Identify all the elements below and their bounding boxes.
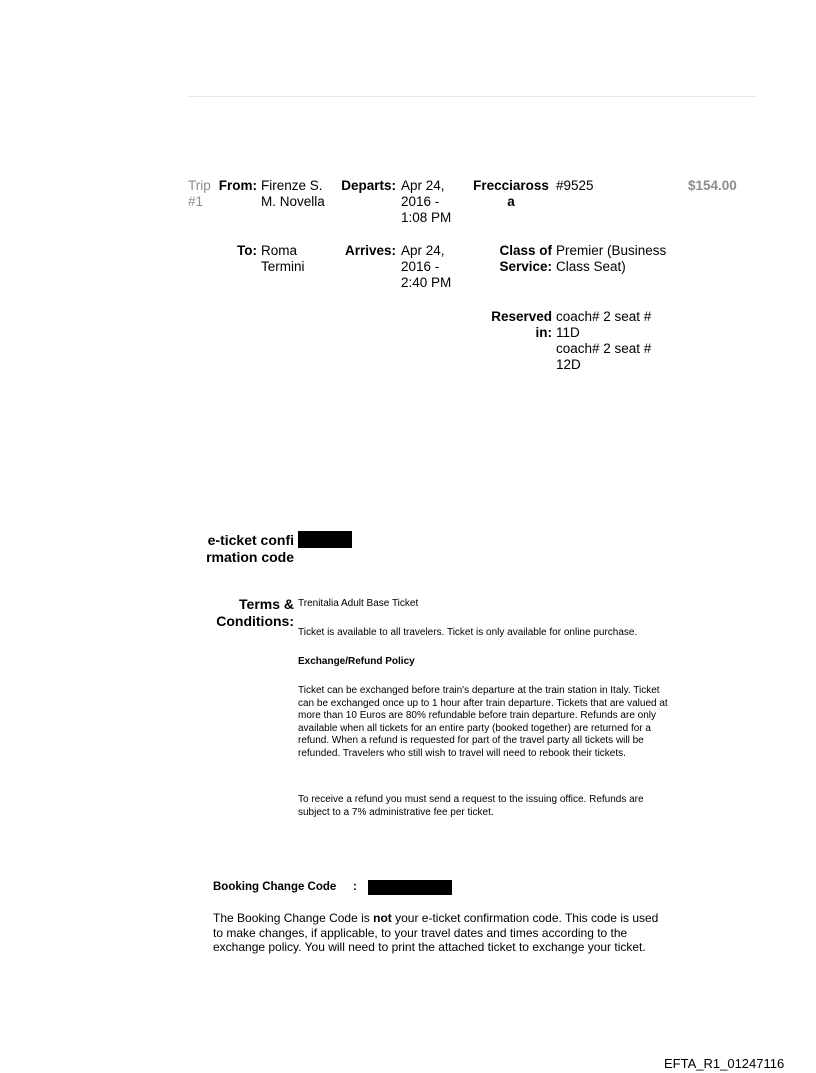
arrives-datetime: Apr 24, 2016 - 2:40 PM <box>401 243 452 290</box>
reserved-seat-1: coach# 2 seat # 11D <box>556 309 652 340</box>
trip-number: Trip #1 <box>188 178 211 209</box>
from-station: Firenze S. M. Novella <box>261 178 325 209</box>
booking-change-note: The Booking Change Code is not your e-ticket confirmation code. This code is used to make changes, if applicable, to your travel dates and times according to the exchange policy. You will need to print the attached ticket to exchange your ticket. <box>213 911 659 954</box>
ticket-availability: Ticket is available to all travelers. Ticket is only available for online purchase. <box>298 627 638 638</box>
train-number: #9525 <box>556 178 594 193</box>
document-id: EFTA_R1_01247116 <box>664 1056 785 1071</box>
booking-note-emphasis: not <box>373 911 392 925</box>
departs-datetime: Apr 24, 2016 - 1:08 PM <box>401 178 452 225</box>
fare-price: $154.00 <box>688 178 737 193</box>
redacted-booking-code <box>368 880 452 895</box>
reserved-seat-2: coach# 2 seat # 12D <box>556 341 652 372</box>
policy-heading: Exchange/Refund Policy <box>298 656 415 667</box>
refund-text: To receive a refund you must send a request to the issuing office. Refunds are subject to a 7% administrative fee per ticket. <box>298 794 644 818</box>
redacted-confirmation-code <box>298 531 352 548</box>
from-label: From: <box>218 178 257 193</box>
to-label: To: <box>237 243 257 258</box>
ticket-type: Trenitalia Adult Base Ticket <box>298 598 419 609</box>
eticket-confirmation-label: e-ticket confirmation code <box>206 532 294 565</box>
booking-change-colon: : <box>353 881 357 893</box>
arrives-label: Arrives: <box>344 243 396 258</box>
train-name: Frecciarossa <box>473 178 549 209</box>
booking-change-label: Booking Change Code <box>213 881 337 893</box>
terms-label: Terms & Conditions: <box>216 596 294 629</box>
class-of-service-label: Class of Service: <box>499 243 552 274</box>
top-divider <box>188 96 756 97</box>
class-of-service-value: Premier (Business Class Seat) <box>556 243 667 274</box>
to-station: Roma Termini <box>261 243 305 274</box>
departs-label: Departs: <box>341 178 396 193</box>
policy-text: Ticket can be exchanged before train's departure at the train station in Italy. Ticket can be exchanged once up to 1 hour after train departure. Tickets that are valued at more than 10 Euros are 80% refundable before train departure. Refunds are only available when all tickets for an entire party (booked together) are returned for a refund. When a refund is requested for part of the travel party all tickets will be refunded. Travelers who still wish to travel will need to rebook their tickets. <box>298 685 668 759</box>
reserved-label: Reserved in: <box>491 309 552 340</box>
